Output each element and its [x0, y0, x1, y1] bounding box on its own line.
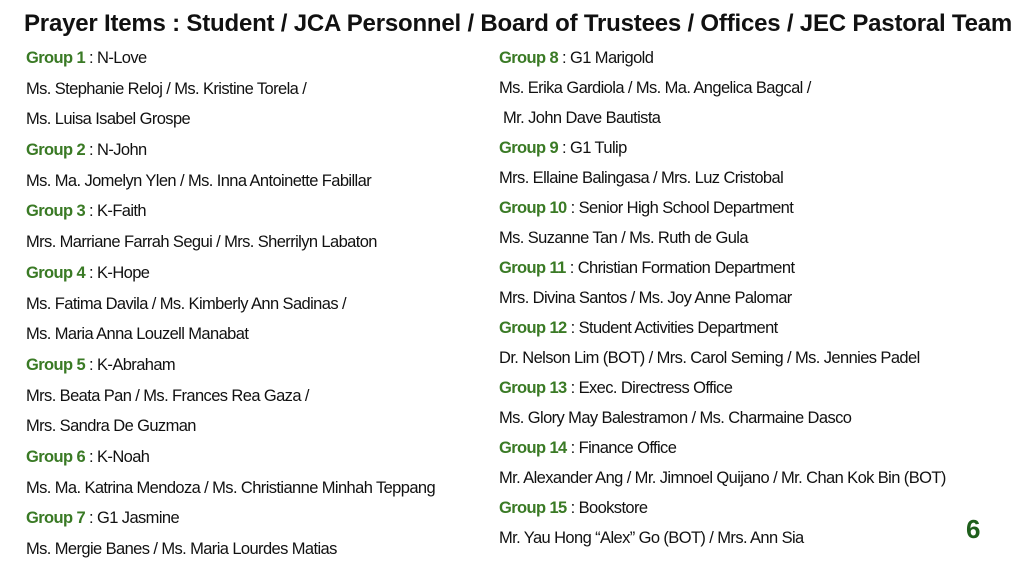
group-name: Finance Office [578, 439, 677, 457]
group-separator: : [566, 439, 579, 457]
group-heading [499, 493, 1014, 523]
member-line: Mrs. Marriane Farrah Segui / Mrs. Sherrilyn Labaton [26, 233, 377, 252]
member-line: Ms. Luisa Isabel Grospe [26, 110, 191, 129]
group-heading [499, 193, 1014, 223]
member-line: Ms. Ma. Katrina Mendoza / Ms. Christianne Minhah Teppang [26, 478, 436, 497]
group-label: Group 8 [499, 49, 559, 67]
member-line: Ms. Erika Gardiola / Ms. Ma. Angelica Bagcal / [499, 79, 811, 97]
group-separator: : [85, 49, 98, 67]
group-label: Group 1 [26, 49, 86, 67]
group-separator: : [85, 355, 98, 374]
group-label: Group 6 [26, 447, 86, 466]
group-label: Group 11 [499, 259, 566, 277]
group-name: N-John [97, 141, 147, 160]
group-separator: : [566, 379, 579, 397]
group-heading [499, 313, 1014, 343]
page-number: 6 [966, 514, 981, 544]
member-line: Mrs. Beata Pan / Ms. Frances Rea Gaza / [26, 386, 309, 405]
group-label: Group 10 [499, 199, 567, 217]
left-column [26, 43, 496, 565]
group-name: K-Hope [97, 263, 150, 282]
group-separator: : [558, 49, 571, 67]
member-line: Mr. John Dave Bautista [503, 109, 661, 127]
group-name: Student Activities Department [578, 319, 778, 337]
group-name: Christian Formation Department [577, 259, 795, 277]
group-heading [26, 503, 496, 534]
group-label: Group 13 [499, 379, 567, 397]
group-separator: : [558, 139, 571, 157]
member-line: Ms. Mergie Banes / Ms. Maria Lourdes Matias [26, 540, 337, 558]
group-label: Group 5 [26, 355, 86, 374]
group-heading [499, 253, 1014, 283]
group-separator: : [85, 141, 98, 160]
group-name: K-Noah [97, 447, 150, 466]
group-name: G1 Jasmine [97, 509, 180, 528]
group-separator: : [85, 509, 98, 528]
member-line: Mrs. Divina Santos / Ms. Joy Anne Palomar [499, 289, 792, 307]
group-heading [499, 43, 1014, 73]
group-separator: : [85, 263, 98, 282]
member-line: Ms. Suzanne Tan / Ms. Ruth de Gula [499, 229, 748, 247]
group-heading [26, 258, 496, 289]
member-line: Ms. Fatima Davila / Ms. Kimberly Ann Sadinas / [26, 294, 346, 313]
member-line: Mr. Alexander Ang / Mr. Jimnoel Quijano / Mr. Chan Kok Bin (BOT) [499, 469, 946, 487]
group-label: Group 3 [26, 202, 86, 221]
page-title: Prayer Items : Student / JCA Personnel / Board of Trustees / Offices / JEC Pastoral Team [24, 10, 1013, 37]
group-label: Group 12 [499, 319, 567, 337]
group-label: Group 15 [499, 499, 567, 517]
group-heading [26, 196, 496, 227]
group-label: Group 4 [26, 263, 86, 282]
group-heading [26, 350, 496, 381]
group-label: Group 9 [499, 139, 559, 157]
group-heading [26, 442, 496, 473]
group-name: K-Abraham [97, 355, 176, 374]
group-heading [26, 135, 496, 166]
group-name: N-Love [97, 49, 147, 67]
group-label: Group 7 [26, 509, 86, 528]
member-line: Ms. Stephanie Reloj / Ms. Kristine Torela / [26, 79, 307, 98]
group-separator: : [566, 319, 579, 337]
member-line: Ms. Maria Anna Louzell Manabat [26, 325, 249, 344]
group-separator: : [85, 202, 98, 221]
group-name: Bookstore [578, 499, 648, 517]
group-name: G1 Marigold [570, 49, 654, 67]
group-label: Group 2 [26, 141, 86, 160]
member-line: Mr. Yau Hong “Alex” Go (BOT) / Mrs. Ann Sia [499, 529, 804, 547]
group-heading [499, 373, 1014, 403]
group-separator: : [85, 447, 98, 466]
group-name: Senior High School Department [578, 199, 794, 217]
member-line: Ms. Glory May Balestramon / Ms. Charmaine Dasco [499, 409, 852, 427]
group-separator: : [566, 199, 579, 217]
group-name: G1 Tulip [570, 139, 627, 157]
group-name: Exec. Directress Office [578, 379, 733, 397]
group-heading [26, 43, 496, 74]
member-line: Mrs. Sandra De Guzman [26, 417, 196, 436]
group-heading [499, 433, 1014, 463]
member-line: Mrs. Ellaine Balingasa / Mrs. Luz Cristobal [499, 169, 784, 187]
group-separator: : [566, 499, 579, 517]
group-label: Group 14 [499, 439, 567, 457]
group-name: K-Faith [97, 202, 146, 221]
right-column [499, 43, 1014, 553]
member-line: Dr. Nelson Lim (BOT) / Mrs. Carol Seming / Ms. Jennies Padel [499, 349, 920, 367]
member-line: Ms. Ma. Jomelyn Ylen / Ms. Inna Antoinette Fabillar [26, 171, 372, 190]
group-separator: : [565, 259, 578, 277]
group-heading [499, 133, 1014, 163]
